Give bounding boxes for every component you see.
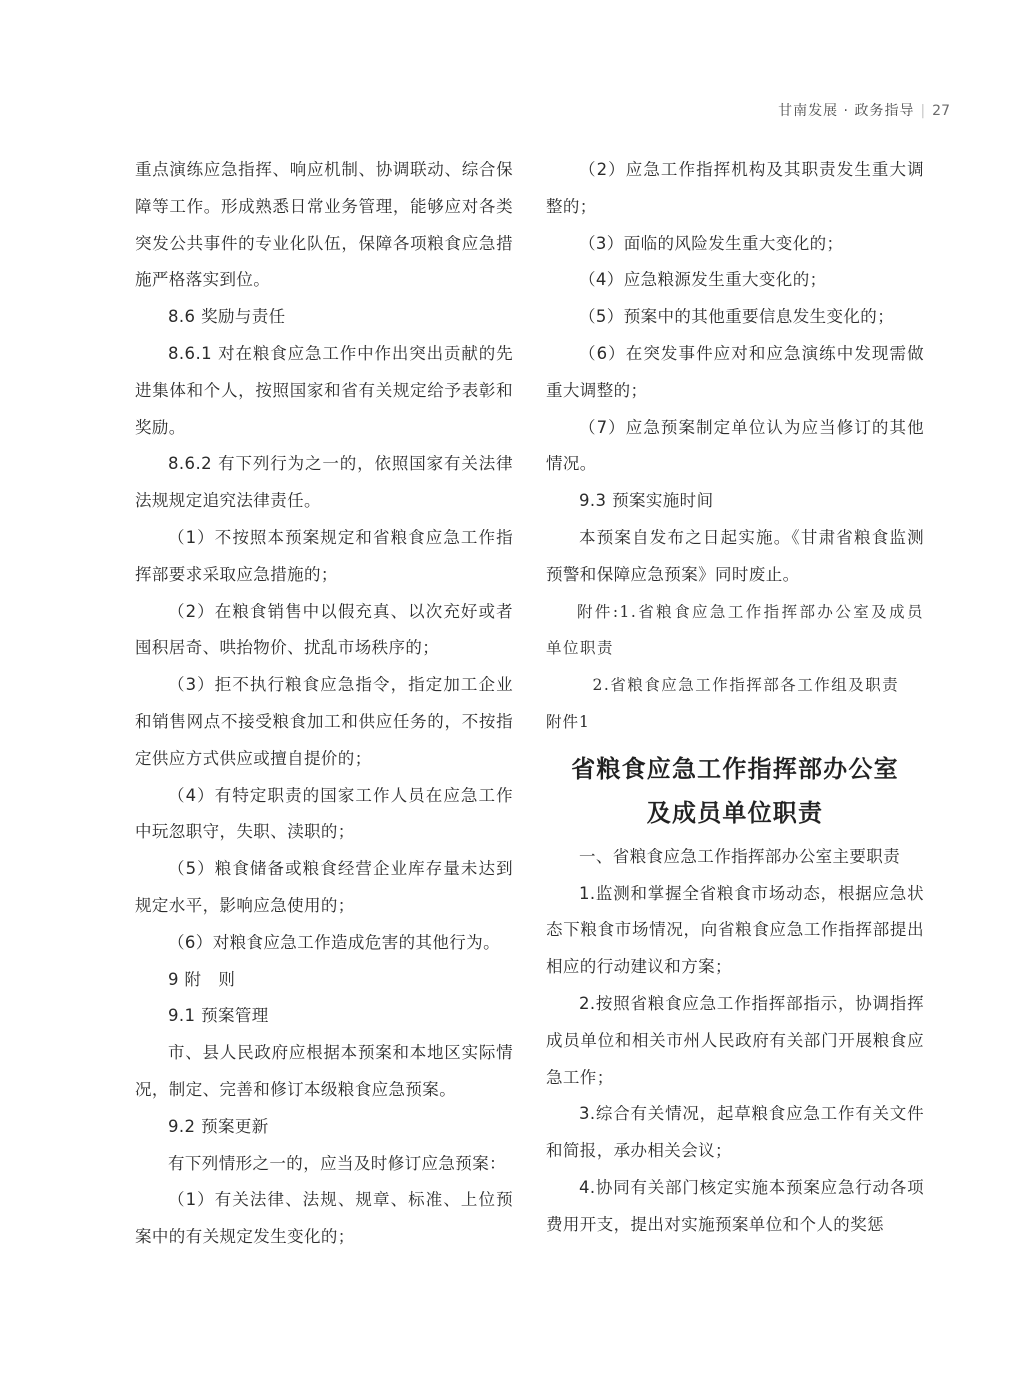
journal-title: 甘南发展 · 政务指导 [778,103,915,119]
duty-item: 2.按照省粮食应急工作指挥部指示，协调指挥成员单位和相关市州人民政府有关部门开展粮食应急工作； [546,993,924,1087]
list-item: （3）面临的风险发生重大变化的； [579,233,844,253]
paragraph-continued: 重点演练应急指挥、响应机制、协调联动、综合保障等工作。形成熟悉日常业务管理，能够应对各类突发公共事件的专业化队伍，保障各项粮食应急措施严格落实到位。 [135,160,513,290]
list-item: （1）有关法律、法规、规章、标准、上位预案中的有关规定发生变化的； [135,1190,513,1247]
list-item: （4）应急粮源发生重大变化的； [579,270,827,290]
list-item: （3）拒不执行粮食应急指令，指定加工企业和销售网点不接受粮食加工和供应任务的，不按指定供应方式供应或擅自提价的； [135,675,513,768]
list-item: （2）在粮食销售中以假充真、以次充好或者囤积居奇、哄抬物价、扰乱市场秩序的； [135,601,513,658]
list-item: （7）应急预案制定单位认为应当修订的其他情况。 [546,417,924,474]
page-header [778,100,950,120]
list-item: （1）不按照本预案规定和省粮食应急工作指挥部要求采取应急措施的； [135,527,513,584]
heading-9-2: 9.2 预案更新 [168,1116,269,1136]
duty-item: 4.协同有关部门核定实施本预案应急行动各项费用开支，提出对实施预案单位和个人的奖惩 [546,1177,924,1234]
right-column [546,152,924,1244]
left-column [135,152,513,1256]
heading-9-3: 9.3 预案实施时间 [579,491,714,511]
list-item: （2）应急工作指挥机构及其职责发生重大调整的； [546,160,924,216]
attachment-label: 附件1 [546,712,590,731]
heading-9: 9 附 则 [168,969,236,989]
attachment-title-line: 及成员单位职责 [646,798,824,827]
list-item: （5）粮食储备或粮食经营企业库存量未达到规定水平，影响应急使用的； [135,859,513,915]
attachment-list-item: 附件:1.省粮食应急工作指挥部办公室及成员单位职责 [546,602,924,658]
duty-item: 1.监测和掌握全省粮食市场动态，根据应急状态下粮食市场情况，向省粮食应急工作指挥部提出相应的行动建议和方案； [546,883,924,977]
heading-8-6: 8.6 奖励与责任 [168,307,286,327]
section-heading: 一、省粮食应急工作指挥部办公室主要职责 [579,846,901,866]
duty-item: 3.综合有关情况，起草粮食应急工作有关文件和简报，承办相关会议； [546,1104,924,1161]
paragraph-9-2: 有下列情形之一的，应当及时修订应急预案： [168,1153,506,1173]
paragraph-9-1: 市、县人民政府应根据本预案和本地区实际情况，制定、完善和修订本级粮食应急预案。 [135,1043,513,1099]
header-divider: | [920,103,927,119]
list-item: （6）在突发事件应对和应急演练中发现需做重大调整的； [546,343,924,400]
attachment-title [546,747,924,835]
paragraph-8-6-2: 8.6.2 有下列行为之一的，依照国家有关法律法规规定追究法律责任。 [135,454,513,511]
list-item: （4）有特定职责的国家工作人员在应急工作中玩忽职守，失职、渎职的； [135,785,513,842]
paragraph-9-3: 本预案自发布之日起实施。《甘肃省粮食监测预警和保障应急预案》同时废止。 [546,527,924,584]
heading-9-1: 9.1 预案管理 [168,1006,269,1026]
list-item: （5）预案中的其他重要信息发生变化的； [579,307,895,327]
paragraph-8-6-1: 8.6.1 对在粮食应急工作中作出突出贡献的先进集体和个人，按照国家和省有关规定给予表彰和奖励。 [135,343,513,437]
list-item: （6）对粮食应急工作造成危害的其他行为。 [168,932,500,952]
attachment-title-line: 省粮食应急工作指挥部办公室 [571,754,899,783]
attachment-list-item: 2.省粮食应急工作指挥部各工作组及职责 [592,676,900,695]
page-number: 27 [932,103,950,119]
